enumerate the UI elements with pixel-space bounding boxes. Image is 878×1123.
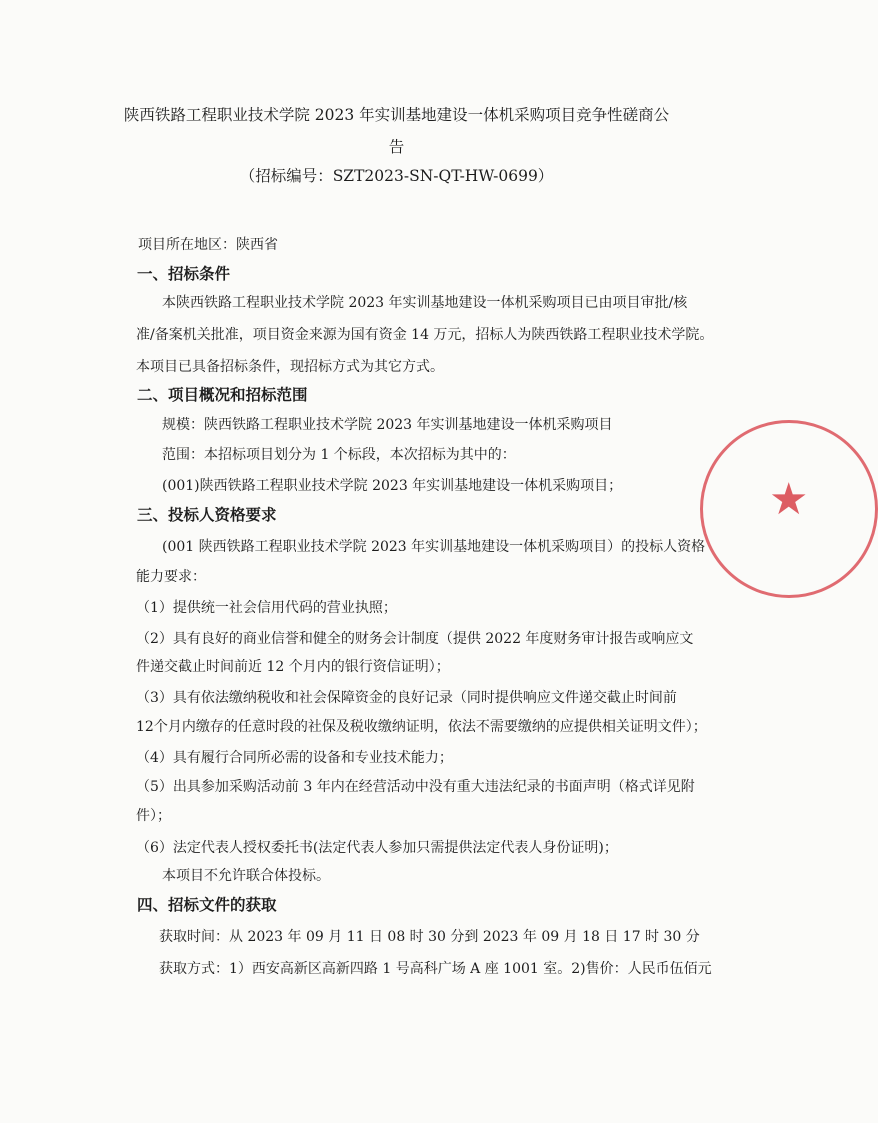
section-2-heading: 二、项目概况和招标范围: [137, 385, 308, 404]
section-3-heading: 三、投标人资格要求: [137, 505, 277, 524]
section-4-heading: 四、招标文件的获取: [137, 895, 277, 914]
project-region: 项目所在地区：陕西省: [138, 237, 278, 253]
tender-number: （招标编号：SZT2023-SN-QT-HW-0699）: [239, 167, 554, 185]
requirement-6: （6）法定代表人授权委托书(法定代表人参加只需提供法定代表人身份证明)；: [136, 840, 618, 856]
section-2-scope: 范围：本招标项目划分为 1 个标段，本次招标为其中的：: [162, 447, 516, 463]
requirement-2-line-1: （2）具有良好的商业信誉和健全的财务会计制度（提供 2022 年度财务审计报告或响应文: [136, 631, 694, 647]
requirement-4: （4）具有履行合同所必需的设备和专业技术能力；: [136, 750, 453, 766]
requirement-3-line-2: 12个月内缴存的任意时段的社保及税收缴纳证明，依法不需要缴纳的应提供相关证明文件）；: [136, 719, 707, 735]
document-title-line-1: 陕西铁路工程职业技术学院 2023 年实训基地建设一体机采购项目竞争性磋商公: [123, 106, 670, 124]
requirement-5-line-1: （5）出具参加采购活动前 3 年内在经营活动中没有重大违法纪录的书面声明（格式详见附: [136, 779, 695, 795]
section-3-intro-line-2: 能力要求：: [136, 569, 206, 585]
joint-bidding-note: 本项目不允许联合体投标。: [162, 868, 330, 884]
section-3-intro-line-1: (001 陕西铁路工程职业技术学院 2023 年实训基地建设一体机采购项目）的投标人资格: [162, 539, 706, 555]
seal-star-icon: ★: [769, 474, 809, 525]
requirement-1: （1）提供统一社会信用代码的营业执照；: [136, 600, 397, 616]
requirement-3-line-1: （3）具有依法缴纳税收和社会保障资金的良好记录（同时提供响应文件递交截止时间前: [136, 690, 677, 706]
section-2-lot: (001)陕西铁路工程职业技术学院 2023 年实训基地建设一体机采购项目；: [162, 478, 623, 494]
section-1-line-3: 本项目已具备招标条件，现招标方式为其它方式。: [136, 359, 444, 375]
acquisition-method: 获取方式：1）西安高新区高新四路 1 号高科广场 A 座 1001 室。2)售价：人民币伍佰元: [159, 961, 712, 977]
document-title-line-2: 告: [388, 138, 405, 156]
requirement-5-line-2: 件）；: [136, 808, 171, 824]
acquisition-time: 获取时间：从 2023 年 09 月 11 日 08 时 30 分到 2023 年 09 月 18 日 17 时 30 分: [159, 929, 700, 945]
requirement-2-line-2: 件递交截止时间前近 12 个月内的银行资信证明）；: [136, 659, 450, 675]
section-2-scale: 规模：陕西铁路工程职业技术学院 2023 年实训基地建设一体机采购项目: [162, 417, 613, 433]
section-1-line-2: 准/备案机关批准，项目资金来源为国有资金 14 万元，招标人为陕西铁路工程职业技术学院。: [136, 327, 714, 343]
section-1-heading: 一、招标条件: [137, 264, 231, 283]
section-1-line-1: 本陕西铁路工程职业技术学院 2023 年实训基地建设一体机采购项目已由项目审批/核: [162, 295, 688, 311]
